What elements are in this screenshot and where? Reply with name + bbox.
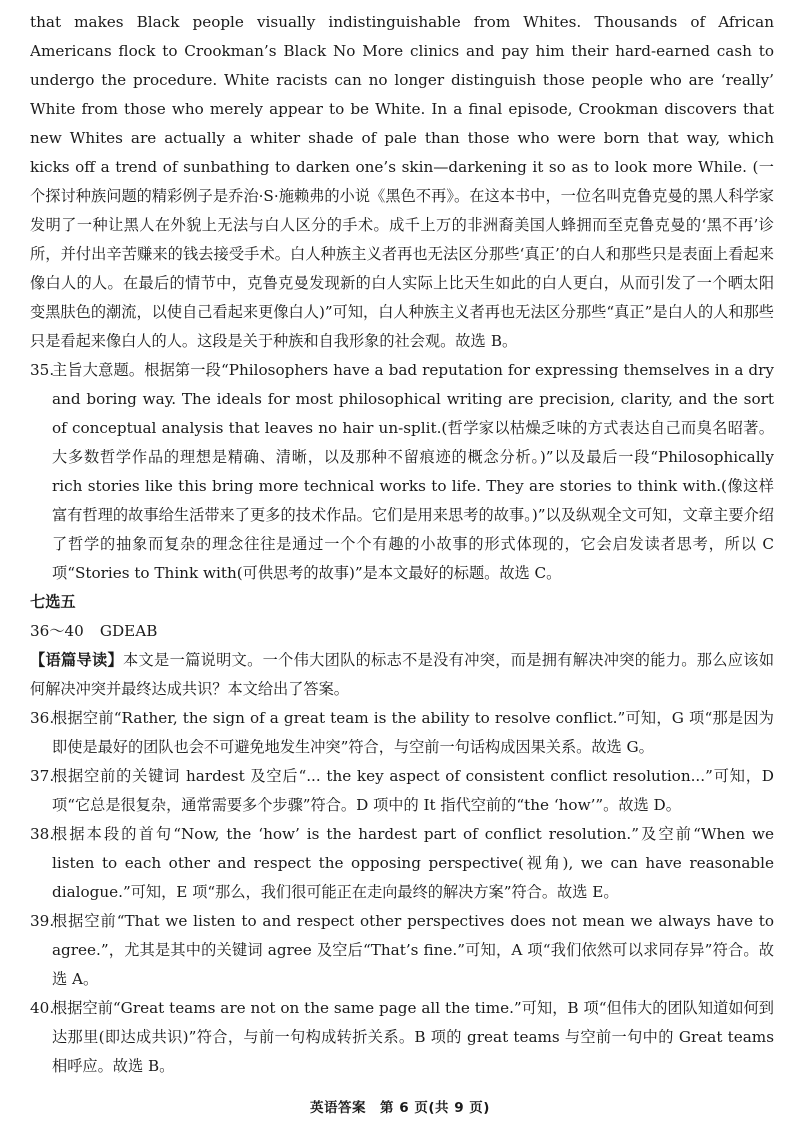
answer-letters: GDEAB xyxy=(99,622,158,640)
q40-explanation xyxy=(30,994,774,1081)
q37-number: 37. xyxy=(30,767,55,785)
q37-explanation xyxy=(30,762,774,820)
reading-guide-text: 本文是一篇说明文。一个伟大团队的标志不是没有冲突，而是拥有解决冲突的能力。那么应该如何解决冲突并最终达成共识？本文给出了答案。 xyxy=(30,651,774,698)
reading-guide xyxy=(30,646,774,704)
q40-text: 根据空前“Great teams are not on the same page all the time.”可知，B 项“但伟大的团队知道如何到达那里(即达成共识)”符合，与前一句构成转折关系。B 项的 great teams 与空前一句中的 Great teams 相呼应。故选 B。 xyxy=(52,999,774,1075)
q34-explanation-continued: that makes Black people visually indistinguishable from Whites. Thousands of African Americans flock to Crookman’s Black No More clinics and pay him their hard-earned cash to undergo the procedure. White racists can no longer distinguish those people who are ‘really’ White from those who merely appear to be White. In a final episode, Crookman discovers that new Whites are actually a whiter shade of pale than those who were born that way, which kicks off a trend of sunbathing to darken one’s skin—darkening it so as to look more While. (一个探讨种族问题的精彩例子是乔治·S·施赖弗的小说《黑色不再》。在这本书中，一位名叫克鲁克曼的黑人科学家发明了一种让黑人在外貌上无法与白人区分的手术。成千上万的非洲裔美国人蜂拥而至克鲁克曼的‘黑不再’诊所，并付出辛苦赚来的钱去接受手术。白人种族主义者再也无法区分那些‘真正’的白人和那些只是表面上看起来像白人的人。在最后的情节中，克鲁克曼发现新的白人实际上比天生如此的白人更白，从而引发了一个晒太阳变黑肤色的潮流，以使自己看起来更像白人)”可知，白人种族主义者再也无法区分那些“真正”是白人的人和那些只是看起来像白人的人。这段是关于种族和自我形象的社会观。故选 B。 xyxy=(30,13,774,350)
q35-text: 主旨大意题。根据第一段“Philosophers have a bad reputation for expressing themselves in a dry and boring way. The ideals for most philosophical writing are precision, clarity, and the sort of conceptual analysis that leaves no hair un-split.(哲学家以枯燥乏味的方式表达自己而臭名昭著。大多数哲学作品的理想是精确、清晰，以及那种不留痕迹的概念分析。)”以及最后一段“Philosophically rich stories like this bring more technical works to life. They are stories to think with.(像这样富有哲理的故事给生活带来了更多的技术作品。它们是用来思考的故事。)”以及纵观全文可知，文章主要介绍了哲学的抽象而复杂的理念往往是通过一个个有趣的小故事的形式体现的，它会启发读者思考，所以 C 项“Stories to Think with(可供思考的故事)”是本文最好的标题。故选 C。 xyxy=(52,361,774,582)
q37-text: 根据空前的关键词 hardest 及空后“... the key aspect of consistent conflict resolution...”可知，D 项“它总是很复杂，通常需要多个步骤”符合。D 项中的 It 指代空前的“the ‘how’”。故选 D。 xyxy=(52,767,774,814)
document-page xyxy=(30,8,774,1088)
q38-number: 38. xyxy=(30,825,55,843)
page-footer: 英语答案 第 6 页(共 9 页) xyxy=(310,1100,490,1116)
section-title: 七选五 xyxy=(30,593,76,611)
reading-guide-tag: 【语篇导读】 xyxy=(30,651,124,669)
q40-number: 40. xyxy=(30,999,55,1017)
q36-explanation xyxy=(30,704,774,762)
answer-key-line xyxy=(30,617,774,646)
q39-explanation xyxy=(30,907,774,994)
q35-number: 35. xyxy=(30,361,55,379)
q38-explanation xyxy=(30,820,774,907)
q38-text: 根据本段的首句“Now, the ‘how’ is the hardest part of conflict resolution.”及空前“When we listen to each other and respect the opposing perspective(视角), we can have reasonable dialogue.”可知，E 项“那么，我们很可能正在走向最终的解决方案”符合。故选 E。 xyxy=(52,825,774,901)
answer-range: 36～40 xyxy=(30,622,84,640)
q39-number: 39. xyxy=(30,912,55,930)
q39-text: 根据空前“That we listen to and respect other perspectives does not mean we always have to agree.”，尤其是其中的关键词 agree 及空后“That’s fine.”可知，A 项“我们依然可以求同存异”符合。故选 A。 xyxy=(52,912,774,988)
q35-explanation xyxy=(30,356,774,588)
q36-number: 36. xyxy=(30,709,55,727)
q36-text: 根据空前“Rather, the sign of a great team is the ability to resolve conflict.”可知，G 项“那是因为即使是最好的团队也会不可避免地发生冲突”符合，与空前一句话构成因果关系。故选 G。 xyxy=(52,709,774,756)
